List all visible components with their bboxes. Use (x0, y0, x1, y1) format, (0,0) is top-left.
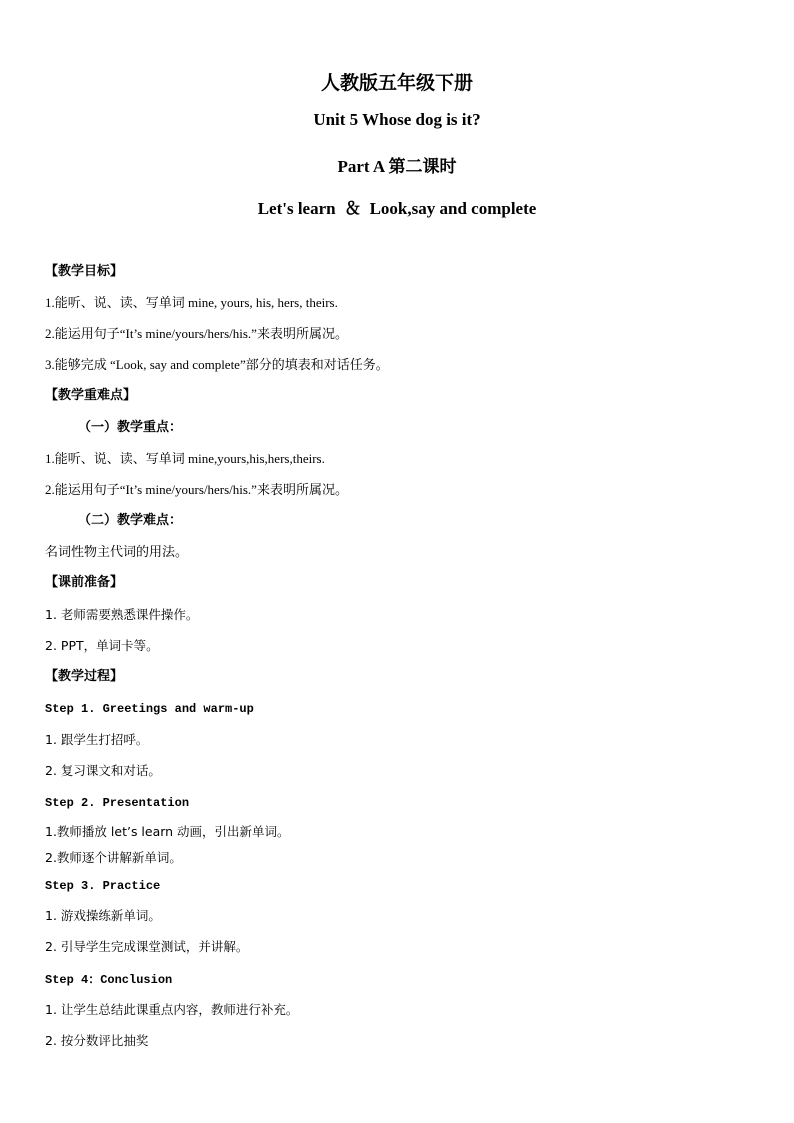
preparation-item: 2. PPT，单词卡等。 (45, 638, 159, 653)
difficulty-item: 名词性物主代词的用法。 (45, 544, 189, 559)
step-item: 2. 引导学生完成课堂测试，并讲解。 (45, 939, 249, 954)
key-points-heading: 【教学重难点】 (45, 388, 137, 403)
lesson-title: Let's learn ＆ Look,say and complete (257, 199, 537, 218)
objectives-heading: 【教学目标】 (45, 264, 124, 279)
objective-item: 3.能够完成 “Look, say and complete”部分的填表和对话任务。 (45, 357, 389, 372)
focus-item: 1.能听、说、读、写单词 mine,yours,his,hers,theirs. (45, 451, 325, 466)
document-title: 人教版五年级下册 (320, 73, 473, 94)
step-item: 2. 复习课文和对话。 (45, 763, 161, 778)
step-title: Step 2. Presentation (45, 796, 190, 810)
step-title: Step 1. Greetings and warm-up (45, 702, 254, 716)
unit-title: Unit 5 Whose dog is it? (313, 110, 481, 129)
step-item: 1. 跟学生打招呼。 (45, 732, 149, 747)
step-item: 1.教师播放 let’s learn 动画，引出新单词。 (45, 824, 290, 839)
step-item: 1. 游戏操练新单词。 (45, 908, 161, 923)
preparation-item: 1. 老师需要熟悉课件操作。 (45, 607, 199, 622)
focus-item: 2.能运用句子“It’s mine/yours/hers/his.”来表明所属况。 (45, 482, 348, 497)
step-title: Step 4：Conclusion (45, 973, 173, 987)
step-title: Step 3. Practice (45, 879, 161, 893)
objective-item: 2.能运用句子“It’s mine/yours/hers/his.”来表明所属况。 (45, 326, 348, 341)
step-item: 2.教师逐个讲解新单词。 (45, 850, 182, 865)
process-heading: 【教学过程】 (45, 669, 124, 684)
difficulty-heading: （二）教学难点： (78, 513, 183, 528)
step-item: 1. 让学生总结此课重点内容，教师进行补充。 (45, 1002, 299, 1017)
objective-item: 1.能听、说、读、写单词 mine, yours, his, hers, theirs. (45, 295, 338, 310)
focus-heading: （一）教学重点： (78, 420, 183, 435)
step-item: 2. 按分数评比抽奖 (45, 1033, 149, 1048)
preparation-heading: 【课前准备】 (45, 575, 124, 590)
part-title: Part A 第二课时 (337, 157, 457, 176)
